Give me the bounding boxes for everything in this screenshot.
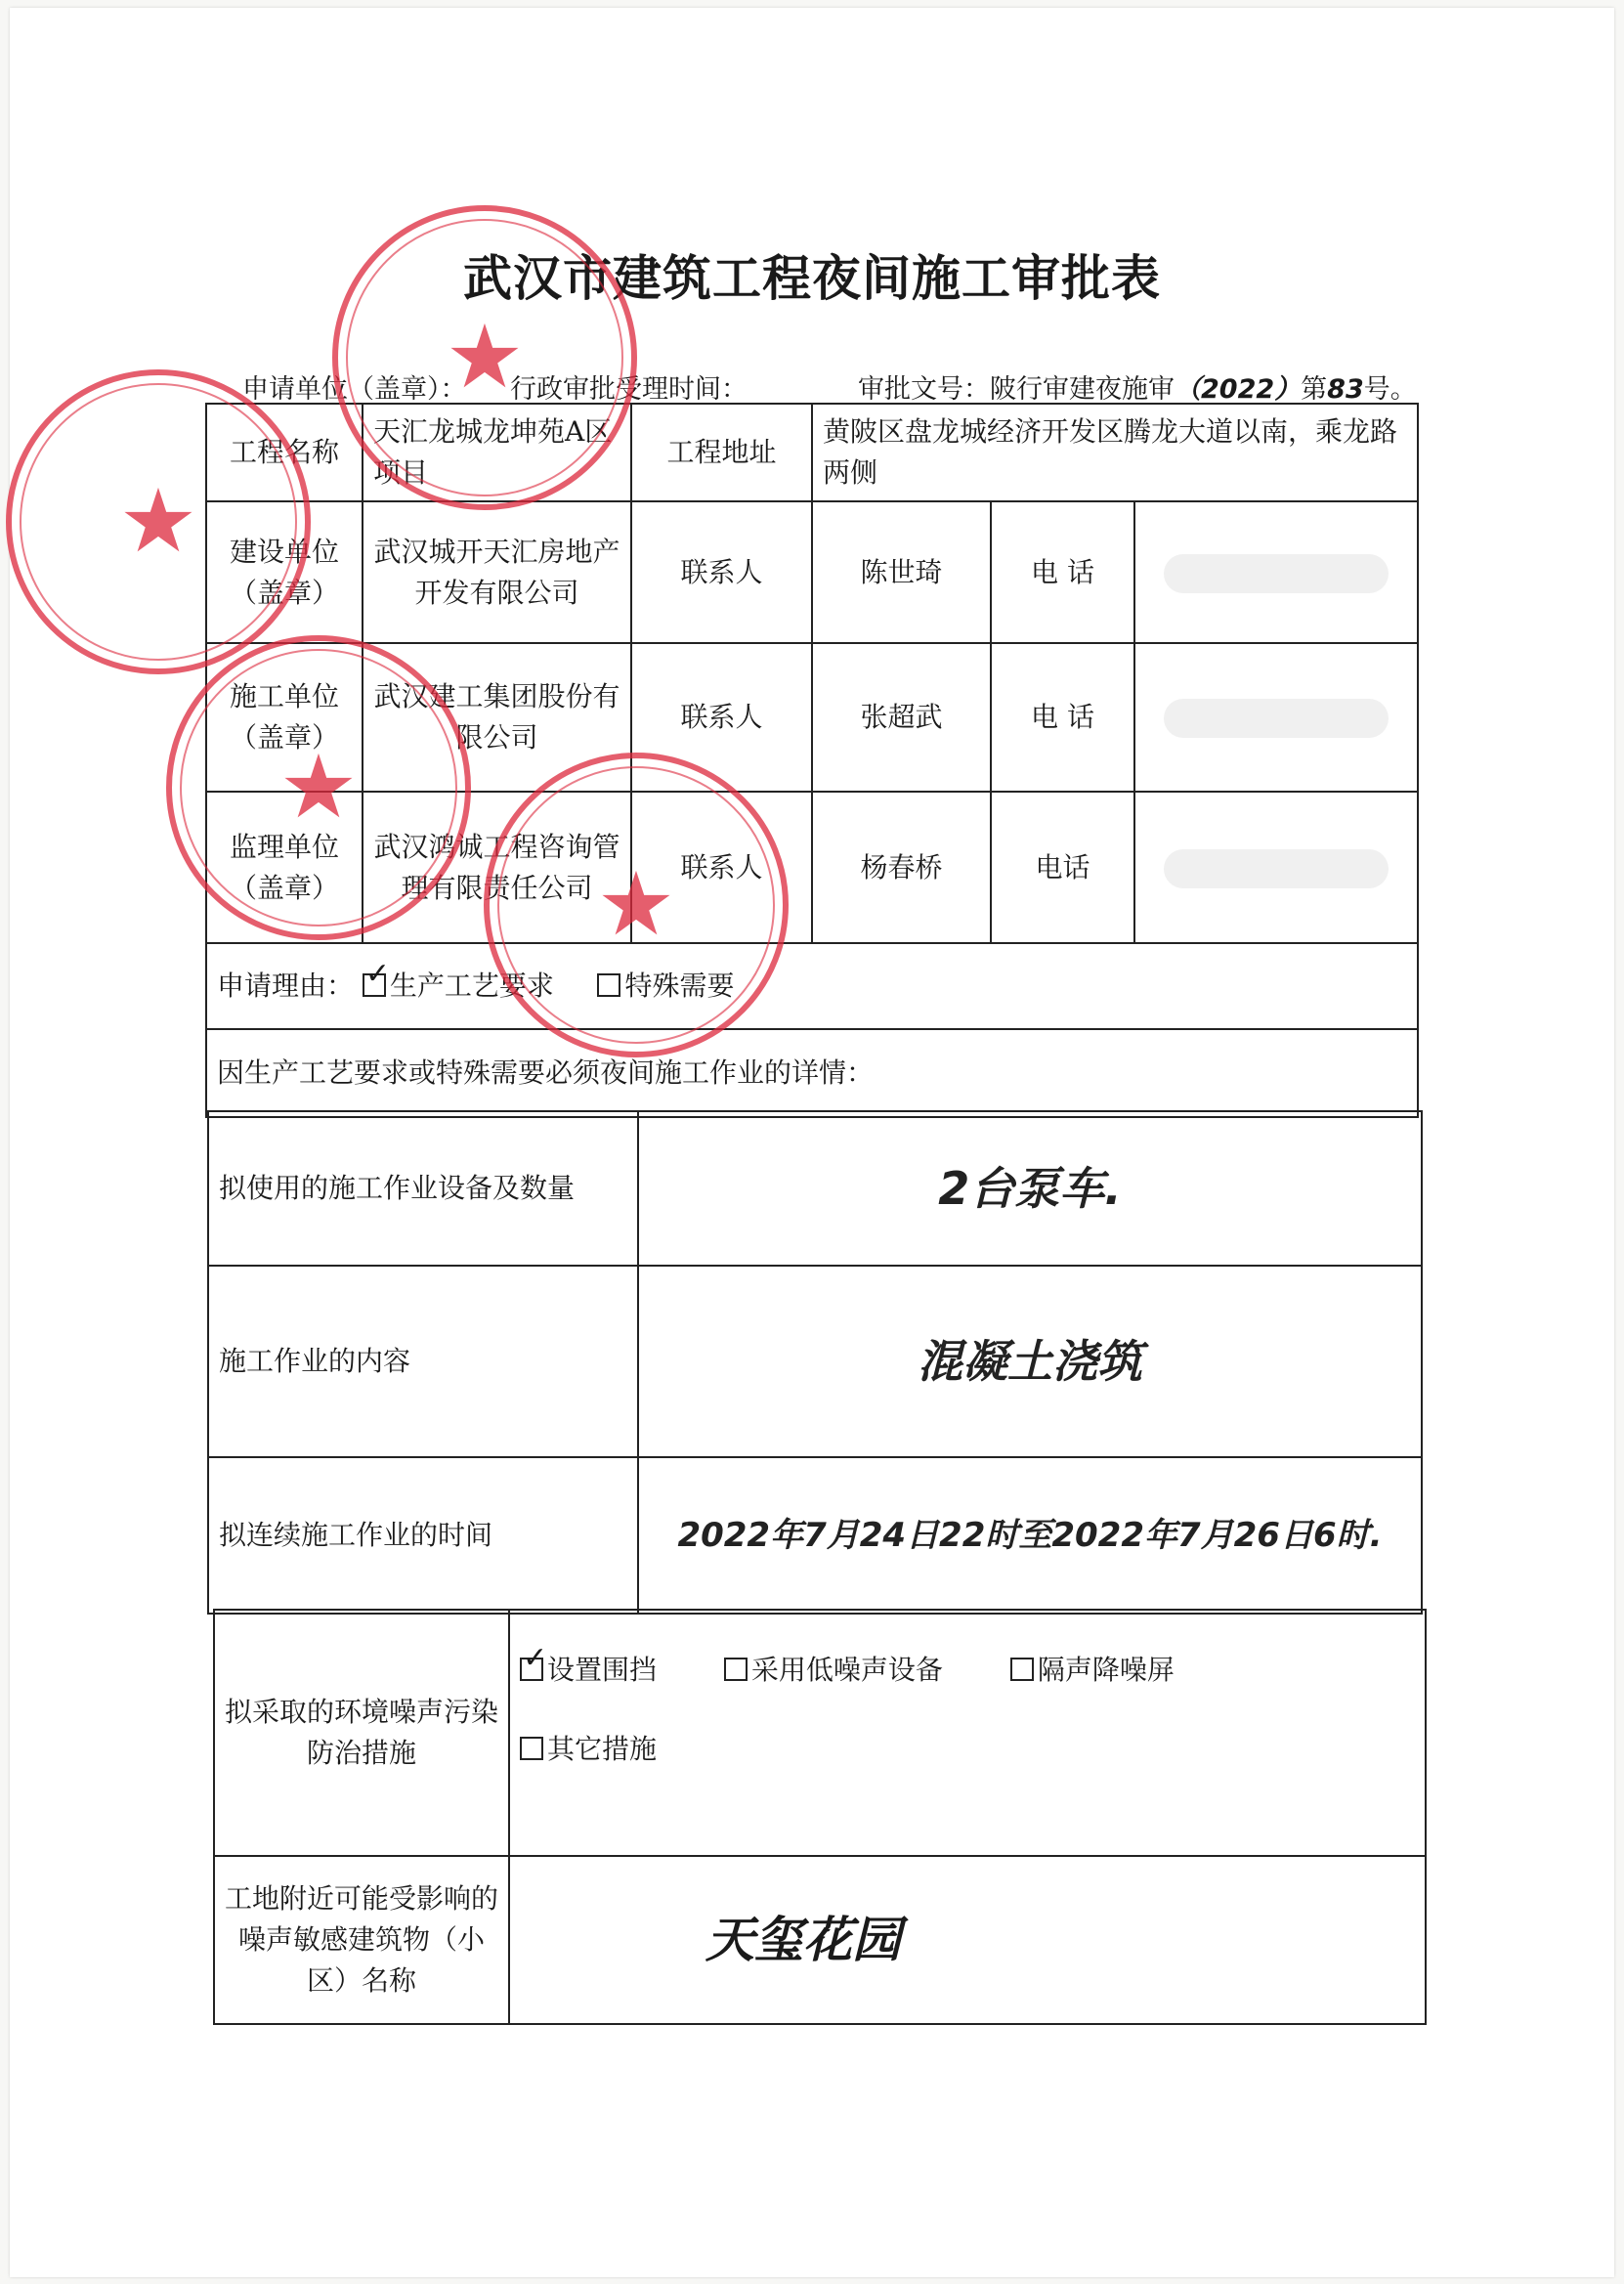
reason-label: 申请理由： (217, 970, 355, 1002)
redaction-block (1164, 699, 1389, 738)
unit-label: 建设单位（盖章） (206, 501, 363, 643)
reason-option-1: 生产工艺要求 (389, 970, 554, 1002)
contact-name: 陈世琦 (812, 501, 991, 643)
contact-label: 联系人 (631, 792, 812, 943)
measures-label: 拟采取的环境噪声污染防治措施 (214, 1610, 509, 1856)
reason-cell (206, 943, 1418, 1029)
detail-label: 因生产工艺要求或特殊需要必须夜间施工作业的详情： (206, 1029, 1418, 1117)
applicant-label: 申请单位（盖章）： (242, 374, 467, 405)
phone-label: 电 话 (991, 643, 1134, 792)
measure-text: 设置围挡 (547, 1654, 658, 1686)
unit-label: 监理单位（盖章） (206, 792, 363, 943)
company-seal-stamp (332, 205, 637, 510)
star-icon: ★ (278, 736, 359, 839)
checkbox-other[interactable] (520, 1737, 543, 1760)
work-table (207, 1110, 1423, 1615)
measures-table (213, 1609, 1427, 2025)
reason-option-2: 特殊需要 (624, 970, 735, 1002)
reason-row (206, 943, 1418, 1029)
contact-label: 联系人 (631, 501, 812, 643)
phone-label: 电 话 (991, 501, 1134, 643)
accept-time-label: 行政审批受理时间： (510, 374, 748, 405)
company-seal-stamp (6, 369, 311, 674)
measure-option (520, 1709, 657, 1788)
sensitive-row (214, 1856, 1426, 2024)
approval-hao: 号。 (1363, 374, 1417, 405)
approval-num: 83 (1327, 374, 1364, 405)
content-value: 混凝土浇筑 (638, 1266, 1422, 1457)
equipment-label: 拟使用的施工作业设备及数量 (208, 1111, 638, 1266)
approval-number (858, 367, 1417, 406)
measure-option (520, 1630, 657, 1709)
unit-name: 武汉城开天汇房地产开发有限公司 (363, 501, 631, 643)
detail-row (206, 1029, 1418, 1117)
star-icon: ★ (445, 306, 525, 409)
star-icon: ★ (118, 470, 198, 573)
company-seal-stamp (166, 635, 471, 940)
phone-label: 电话 (991, 792, 1134, 943)
content-row (208, 1266, 1422, 1457)
approval-no-label: 审批文号：陂行审建夜施审 (858, 374, 1175, 405)
contact-label: 联系人 (631, 643, 812, 792)
form-title: 武汉市建筑工程夜间施工审批表 (463, 249, 1161, 307)
approval-year: （2022） (1175, 374, 1302, 405)
measure-text: 其它措施 (547, 1733, 658, 1766)
project-address-label: 工程地址 (631, 404, 812, 501)
redaction-block (1164, 554, 1389, 593)
sensitive-value: 天玺花园 (509, 1856, 1426, 2024)
contact-name: 杨春桥 (812, 792, 991, 943)
time-value: 2022年7月24日22时至2022年7月26日6时. (638, 1457, 1422, 1614)
measure-option (724, 1630, 943, 1709)
approval-di: 第 (1301, 374, 1328, 405)
time-label: 拟连续施工作业的时间 (208, 1457, 638, 1614)
unit-name: 武汉鸿诚工程咨询管理有限责任公司 (363, 792, 631, 943)
checkbox-low-noise[interactable] (724, 1658, 748, 1681)
checkbox-fence[interactable] (520, 1658, 543, 1681)
phone-value-redacted (1134, 792, 1418, 943)
equipment-row (208, 1111, 1422, 1266)
unit-label: 施工单位（盖章） (206, 643, 363, 792)
content-label: 施工作业的内容 (208, 1266, 638, 1457)
unit-row-construction (206, 501, 1418, 643)
measure-option (1010, 1630, 1175, 1709)
phone-value-redacted (1134, 643, 1418, 792)
star-icon: ★ (596, 853, 676, 956)
contact-name: 张超武 (812, 643, 991, 792)
unit-name: 武汉建工集团股份有限公司 (363, 643, 631, 792)
measure-text: 隔声降噪屏 (1037, 1654, 1175, 1686)
project-name-label: 工程名称 (206, 404, 363, 501)
redaction-block (1164, 849, 1389, 888)
measures-row (214, 1610, 1426, 1856)
measures-options (509, 1610, 1426, 1856)
sensitive-label: 工地附近可能受影响的噪声敏感建筑物（小区）名称 (214, 1856, 509, 2024)
company-seal-stamp (484, 753, 789, 1057)
checkbox-production[interactable] (363, 973, 386, 997)
project-name-value: 天汇龙城龙坤苑A区项目 (363, 404, 631, 501)
time-row (208, 1457, 1422, 1614)
measure-text: 采用低噪声设备 (750, 1654, 943, 1686)
equipment-value: 2台泵车. (638, 1111, 1422, 1266)
project-address-value: 黄陂区盘龙城经济开发区腾龙大道以南，乘龙路两侧 (812, 404, 1418, 501)
phone-value-redacted (1134, 501, 1418, 643)
checkbox-noise-screen[interactable] (1010, 1658, 1034, 1681)
